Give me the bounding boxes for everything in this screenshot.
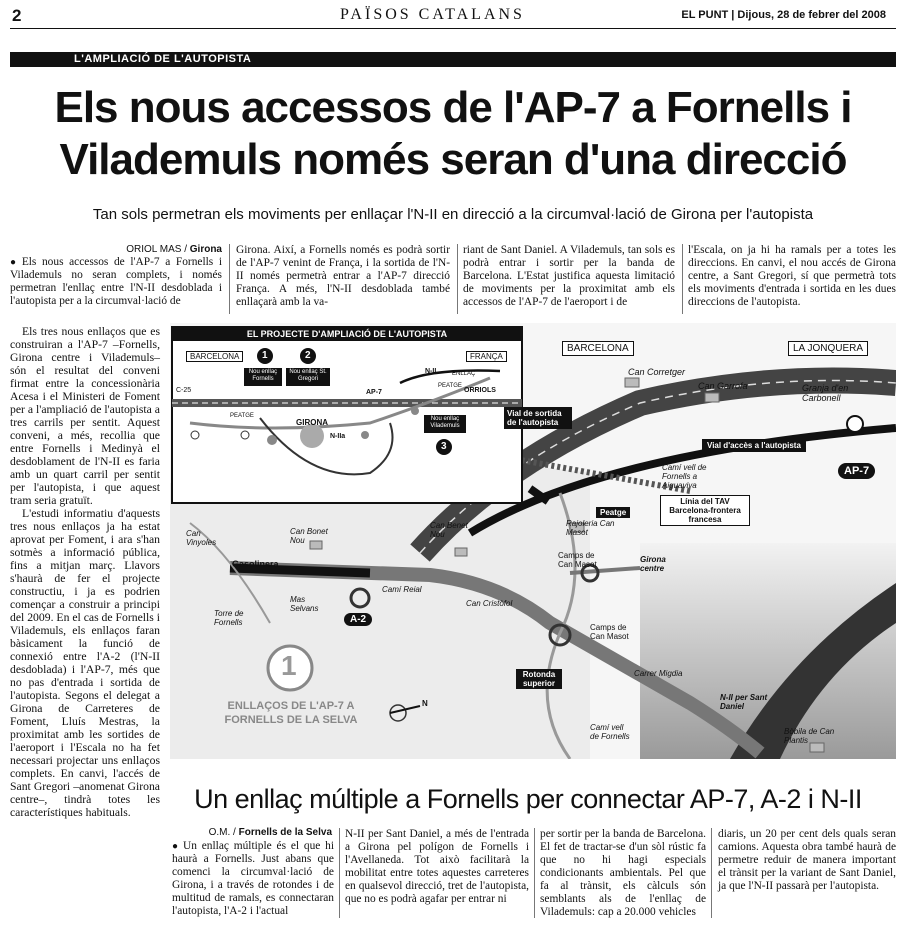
section-title: PAÏSOS CATALANS xyxy=(340,6,525,23)
article2-col-3: per sortir per la banda de Barcelona. El fet de tractar-se d'un sòl rústic fa que no hi hagi especials condicionants ambientals. Pel que fa al trànsit, els càlculs són semblants als de l'enllaç de Vilademuls: cap a 20.000 vehicles xyxy=(540,828,706,918)
article2-subhead: Un enllaç múltiple a Fornells per connectar AP-7, A-2 i N-II xyxy=(194,784,862,814)
label-vial-sortida: Vial de sortida de l'autopista xyxy=(504,407,572,429)
bullet-icon: ● xyxy=(172,841,181,852)
label-rajoleria: Rajoleria Can Masot xyxy=(566,519,615,537)
article2-byline: O.M. / Fornells de la Selva xyxy=(208,827,332,838)
label-carrer-migdia: Carrer Migdia xyxy=(634,669,683,678)
label-granja: Granja d'en Carbonell xyxy=(802,383,849,403)
byline-author: ORIOL MAS xyxy=(126,244,182,255)
building xyxy=(455,548,467,556)
article2-byline-place: Fornells de la Selva xyxy=(238,827,332,838)
column-divider xyxy=(682,244,683,314)
compass-north-label: N xyxy=(422,699,428,708)
headline xyxy=(10,82,896,186)
inset-gregori-label: Nou enllaç St. Gregori xyxy=(289,369,327,382)
label-cami-vell-fornells: Camí vell de Fornells xyxy=(590,723,630,741)
label-vial-acces: Vial d'accès a l'autopista xyxy=(702,439,806,452)
inset-girona-label: GIRONA xyxy=(296,418,328,427)
label-a2: A-2 xyxy=(344,613,372,626)
label-rotonda: Rotonda superior xyxy=(516,669,562,689)
label-camps-1: Camps de Can Masot xyxy=(558,551,597,569)
inset-number-1: 1 xyxy=(262,350,268,361)
inset-barcelona-label: BARCELONA xyxy=(186,351,243,362)
article2-col-1 xyxy=(172,840,334,918)
byline-place: Girona xyxy=(189,244,222,255)
label-linia-tav: Línia del TAV Barcelona-frontera francesa xyxy=(660,495,750,526)
article1-col-3: riant de Sant Daniel. A Vilademuls, tan sols es podrà entrar i sortir per la banda de Barcelona. L'Estat justifica aquesta limitació de moviments per la proximitat amb els accessos de l'AP-7 de l'aeroport i de xyxy=(463,244,675,308)
map-svg xyxy=(170,323,896,759)
byline: ORIOL MAS / Girona xyxy=(126,244,222,255)
label-can-bonet-nou-1: Can Bonet Nou xyxy=(290,527,328,545)
article1-sidebar xyxy=(10,325,160,819)
label-can-vinyoles: Can Vinyoles xyxy=(186,529,217,547)
column-divider xyxy=(534,828,535,918)
inset-title: EL PROJECTE D'AMPLIACIÓ DE L'AUTOPISTA xyxy=(246,329,448,339)
article2-col-4: diaris, un 20 per cent dels quals seran camions. Aquesta obra també haurà de permetre reduir de manera important el trànsit per la variant de Sant Daniel, ja que l'N-II passarà per l'autopista. xyxy=(718,828,896,892)
label-nii-sant-daniel: N-II per Sant Daniel xyxy=(720,693,768,711)
article2-col-1-text: Un enllaç múltiple és el que hi haurà a Fornells. Just abans que comenci la circumval·lació de Girona, i a través de rotondes i de multitud de ramals, es connectaran l'autopista, l'A-2 i l'actual xyxy=(172,840,334,917)
headline-line-2: Vilademuls només seran d'una direcció xyxy=(59,135,847,184)
map-caption-line-1: ENLLAÇOS DE L'AP-7 A xyxy=(227,700,355,712)
inset-orriols-label: ORRIOLS xyxy=(464,387,496,394)
bullet-icon: ● xyxy=(10,257,19,268)
sidebar-paragraph-1: Els tres nous enllaços que es construiran a l'AP-7 –Fornells, Girona centre i Vilademuls– són el resultat del conveni firmat entre la concessionària Acesa i el Ministeri de Foment per a l'ampliació de l'autopista a tres carrils per sentit. Aquest conveni, a més, recollia que entre Fornells i Medinyà el desdoblament de l'N-II es faria amb un quart carril per sentit per l'autopista, i que aquest tram seria gratuït. xyxy=(10,325,160,507)
label-girona-centre: Girona centre xyxy=(640,555,666,573)
column-divider xyxy=(339,828,340,918)
inset-enllac-label: ENLLAÇ xyxy=(452,371,476,377)
label-ap7-badge: AP-7 xyxy=(838,463,875,479)
label-torre: Torre de Fornells xyxy=(214,609,244,627)
column-divider xyxy=(229,244,230,314)
label-can-bonet-nou-2: Can Benet Nou xyxy=(430,521,468,539)
inset-girona xyxy=(300,424,324,448)
inset-peatge-label-2: PEATGE xyxy=(438,383,462,389)
label-can-cristofol: Can Cristòfol xyxy=(466,599,513,608)
inset-vilademuls-label: Nou enllaç Vilademuls xyxy=(430,416,460,429)
label-can-garrofa: Can Garrofa xyxy=(698,381,748,391)
label-camps-2: Camps de Can Masot xyxy=(590,623,629,641)
label-mas-selvans: Mas Selvans xyxy=(290,595,319,613)
label-gasolinera: Gasolinera xyxy=(232,559,279,569)
label-bobila: Bòbila de Can Plantis xyxy=(784,727,835,745)
inset-c25-label: C-25 xyxy=(176,387,192,394)
label-cami-vell-aiguaviva: Camí vell de Fornells a Aiguaviva xyxy=(662,463,707,490)
inset-nii-label: N-II xyxy=(425,368,437,375)
header-rule xyxy=(10,28,896,29)
inset-node xyxy=(267,435,277,445)
section-banner xyxy=(10,52,896,67)
inset-fornells-label: Nou enllaç Fornells xyxy=(248,369,278,382)
building xyxy=(705,393,719,402)
map-caption-line-2: FORNELLS DE LA SELVA xyxy=(224,714,358,726)
label-peatge: Peatge xyxy=(596,507,630,518)
article1-col-4: l'Escala, on ja hi ha ramals per a totes les direccions. En canvi, el nou accés de Girona centre, a Sant Gregori, sí que permetrà tots els moviments d'entrada i sortida en les dues direccions de l'autopista. xyxy=(688,244,896,308)
inset-peatge-label-1: PEATGE xyxy=(230,413,254,419)
ap7-marker xyxy=(847,416,863,432)
article2-col-2: N-II per Sant Daniel, a més de l'entrada a Girona pel polígon de Fornells i l'Avellaneda. Tot això facilitarà la mobilitat entre totes aquestes carreteres en qualsevol direcció, tret de l'autopista, que no es podrà agafar per entrar ni xyxy=(345,828,529,905)
map-caption xyxy=(216,699,366,727)
label-barcelona: BARCELONA xyxy=(562,341,634,356)
inset-franca-label: FRANÇA xyxy=(466,351,507,362)
column-divider xyxy=(457,244,458,314)
subtitle: Tan sols permetran els moviments per enllaçar l'N-II en direcció a la circumval·lació de Girona per l'autopista xyxy=(92,206,814,223)
inset-node xyxy=(411,407,419,415)
sidebar-paragraph-2: L'estudi informatiu d'aquests tres nous enllaços ja ha estat aprovat per Foment, i ara s'han sotmès a informació pública, fins a mitjan març. Llavors s'haurà de fer el projecte constructiu, i ja es podrien començar a construir a principi del 2009. En el cas de Fornells i Vilademuls, els enllaços faran bàsicament la funció de connexió entre l'A-2 (l'N-II desdoblada) i l'AP-7, més que no pas d'entrada i sortida de l'autopista. Segons el delegat a Girona de Carreteres de Foment, Lluís Mestras, la proximitat amb les sortides de l'aeroport i l'Escala no ha fet necessari projectar uns enllaços complets. En canvi, l'accés de Sant Gregori –anomenat Girona centre–, tindrà totes les característiques habituals. xyxy=(10,507,160,819)
map-illustration xyxy=(170,323,896,759)
inset-node xyxy=(361,431,369,439)
label-cami-reial: Camí Reial xyxy=(382,585,422,594)
big-number: 1 xyxy=(281,650,297,681)
inset-niia-label: N-IIa xyxy=(330,433,346,440)
article2-byline-author: O.M. xyxy=(208,827,231,838)
building xyxy=(625,378,639,387)
inset-number-3: 3 xyxy=(441,441,447,452)
banner-label: L'AMPLIACIÓ DE L'AUTOPISTA xyxy=(74,53,252,65)
page-number: 2 xyxy=(12,6,22,25)
headline-line-1: Els nous accessos de l'AP-7 a Fornells i xyxy=(54,83,852,132)
inset-number-2: 2 xyxy=(305,350,311,361)
label-can-corretger: Can Corretger xyxy=(628,367,686,377)
article1-col-1 xyxy=(10,256,222,308)
dateline: EL PUNT | Dijous, 28 de febrer del 2008 xyxy=(681,9,886,21)
label-jonquera: LA JONQUERA xyxy=(788,341,868,356)
article1-col-1-text: Els nous accessos de l'AP-7 a Fornells i Vilademuls no seran complets, i només permetran l'enllaç entre l'N-II desdoblada i l'autopista per a la circumval·lació de xyxy=(10,256,222,307)
inset-ap7-label: AP-7 xyxy=(366,389,382,396)
article1-col-2: Girona. Així, a Fornells només es podrà sortir de l'AP-7 venint de França, i la sortida de l'N-II només permetrà entrar a l'AP-7 direcció França. A més, l'N-II desdoblada també enllaçarà amb la va- xyxy=(236,244,450,308)
column-divider xyxy=(711,828,712,918)
